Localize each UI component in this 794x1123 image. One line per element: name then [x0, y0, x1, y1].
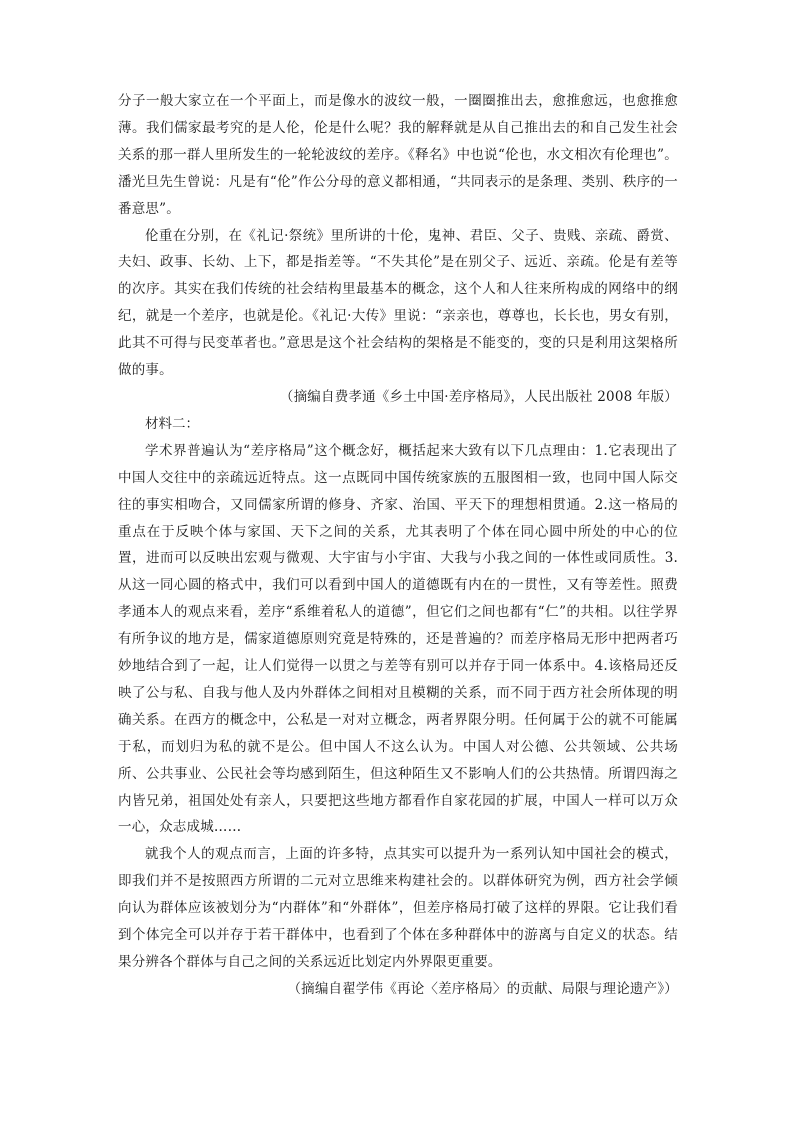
paragraph-lun-distinction: 伦重在分别，在《礼记·祭统》里所讲的十伦，鬼神、君臣、父子、贵贱、亲疏、爵赏、夫妇、政事、长幼、上下，都是指差等。“不失其伦”是在别父子、远近、亲疏。伦是有差等的次序。其实在我们传统的社会结构里最基本的概念，这个人和人往来所构成的网络中的纲纪，就是一个差序，也就是伦。《礼记·大传》里说：“亲亲也，尊尊也，长长也，男女有别，此其不可得与民变革者也。”意思是这个社会结构的架格是不能变的，变的只是利用这架格所做的事。 [118, 227, 678, 379]
source-citation-fei-xiaotong: （摘编自费孝通《乡土中国·差序格局》，人民出版社 2008 年版） [279, 388, 678, 405]
paragraph-ripple-metaphor: 分子一般大家立在一个平面上，而是像水的波纹一般，一圈圈推出去，愈推愈远，也愈推愈薄。我们儒家最考究的是人伦，伦是什么呢？我的解释就是从自己推出去的和自己发生社会关系的那一群人里所发生的一轮轮波纹的差序。《释名》中也说“伦也，水文相次有伦理也”。潘光旦先生曾说：凡是有“伦”作公分母的意义都相通，“共同表示的是条理、类别、秩序的一番意思”。 [118, 93, 678, 217]
source-citation-zhai-xuewei: （摘编自翟学伟《再论〈差序格局〉的贡献、局限与理论遗产》） [287, 980, 678, 997]
document-page [118, 88, 678, 1003]
paragraph-academic-reasons: 学术界普遍认为“差序格局”这个概念好，概括起来大致有以下几点理由：1.它表现出了中国人交往中的亲疏远近特点。这一点既同中国传统家族的五服图相一致，也同中国人际交往的事实相吻合，又同儒家所谓的修身、齐家、治国、平天下的理想相贯通。2.这一格局的重点在于反映个体与家国、天下之间的关系，尤其表明了个体在同心圆中所处的中心的位置，进而可以反映出宏观与微观、大宇宙与小宇宙、大我与小我之间的一体性或同质性。3.从这一同心圆的格式中，我们可以看到中国人的道德既有内在的一贯性，又有等差性。照费孝通本人的观点来看，差序“系维着私人的道德”，但它们之间也都有“仁”的共相。以往学界有所争议的地方是，儒家道德原则究竟是特殊的，还是普遍的？而差序格局无形中把两者巧妙地结合到了一起，让人们觉得一以贯之与差等有别可以并存于同一体系中。4.该格局还反映了公与私、自我与他人及内外群体之间相对且模糊的关系，而不同于西方社会所体现的明确关系。在西方的概念中，公私是一对对立概念，两者界限分明。任何属于公的就不可能属于私，而划归为私的就不是公。但中国人不这么认为。中国人对公德、公共领域、公共场所、公共事业、公民社会等均感到陌生，但这种陌生又不影响人们的公共热情。所谓四海之内皆兄弟，祖国处处有亲人，只要把这些地方都看作自家花园的扩展，中国人一样可以万众一心，众志成城…… [118, 442, 678, 836]
material-two-heading: 材料二： [145, 415, 199, 432]
paragraph-personal-view: 就我个人的观点而言，上面的许多特，点其实可以提升为一系列认知中国社会的模式，即我们并不是按照西方所谓的二元对立思维来构建社会的。以群体研究为例，西方社会学倾向认为群体应该被划分为“内群体”和“外群体”，但差序格局打破了这样的界限。它让我们看到个体完全可以并存于若干群体中，也看到了个体在多种群体中的游离与自定义的状态。结果分辨各个群体与自己之间的关系远近比划定内外界限更重要。 [118, 846, 678, 970]
